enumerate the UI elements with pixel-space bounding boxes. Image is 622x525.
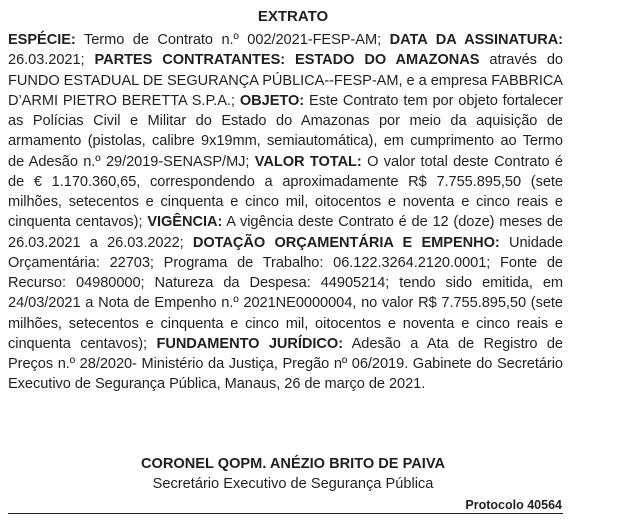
signatory-role: Secretário Executivo de Segurança Pública xyxy=(152,476,434,492)
label-vigencia: VIGÊNCIA: xyxy=(147,214,223,231)
extract-body xyxy=(8,30,563,395)
text-dotacao-orcamentaria: Unidade Orçamentária: 22703; Programa de Trabalho: 06.122.3264.2120.0001; Fonte de Recurso: 04980000; Natureza da Despesa: 44905214; tendo sido emitida, em 24/03/2021 a Nota de Empenho n.º 2021NE0000004, no valor R$ 7.755.895,50 (sete milhões, setecentos e cinquenta e cinco mil, oitocentos e noventa e cinco reais e cinquenta centavos); xyxy=(8,234,563,352)
protocol-number: Protocolo 40564 xyxy=(465,498,562,512)
document-title: EXTRATO xyxy=(257,8,329,25)
text-data-assinatura: 26.03.2021; xyxy=(8,52,95,69)
signatory-name: CORONEL QOPM. ANÉZIO BRITO DE PAIVA xyxy=(140,456,446,472)
label-valor-total: VALOR TOTAL: xyxy=(254,153,362,170)
text-fundamento-juridico: Adesão a Ata de Registro de Preços n.º 28/2020- Ministério da Justiça, Pregão nº 06/2019. Gabinete do Secretário Executivo de Segurança Pública, Manaus, 26 de março de 2021. xyxy=(8,335,563,393)
label-especie: ESPÉCIE: xyxy=(8,32,76,48)
label-data-assinatura: DATA DA ASSINATURA: xyxy=(389,32,563,48)
text-valor-total: O valor total deste Contrato é de € 1.170.360,65, correspondendo a aproximadamente R$ 7.755.895,50 (sete milhões, setecentos e cinquenta e cinco mil, oitocentos e noventa e cinco reais e cinquenta centavos); xyxy=(8,153,563,231)
bottom-divider xyxy=(8,513,563,514)
text-especie: Termo de Contrato n.º 002/2021-FESP-AM; xyxy=(75,32,390,48)
text-partes-contratantes: através do FUNDO ESTADUAL DE SEGURANÇA PÚBLICA--FESP-AM, e a empresa FABBRICA D’ARMI PIETRO BERETTA S.P.A.; xyxy=(8,52,563,109)
label-partes-contratantes: PARTES CONTRATANTES: ESTADO DO AMAZONAS xyxy=(94,52,480,69)
label-objeto: OBJETO: xyxy=(239,92,305,109)
label-dotacao-orcamentaria: DOTAÇÃO ORÇAMENTÁRIA E EMPENHO: xyxy=(192,234,500,251)
label-fundamento-juridico: FUNDAMENTO JURÍDICO: xyxy=(156,335,344,352)
text-objeto: Este Contrato tem por objeto fortalecer as Polícias Civil e Militar do Estado do Amazonas por meio da aquisição de armamento (pistolas, calibre 9x19mm, semiautomática), em cumprimento ao Termo de Adesão n.º 29/2019-SENASP/MJ; xyxy=(8,92,563,170)
text-vigencia: A vigência deste Contrato é de 12 (doze) meses de 26.03.2021 a 26.03.2022; xyxy=(8,214,563,251)
